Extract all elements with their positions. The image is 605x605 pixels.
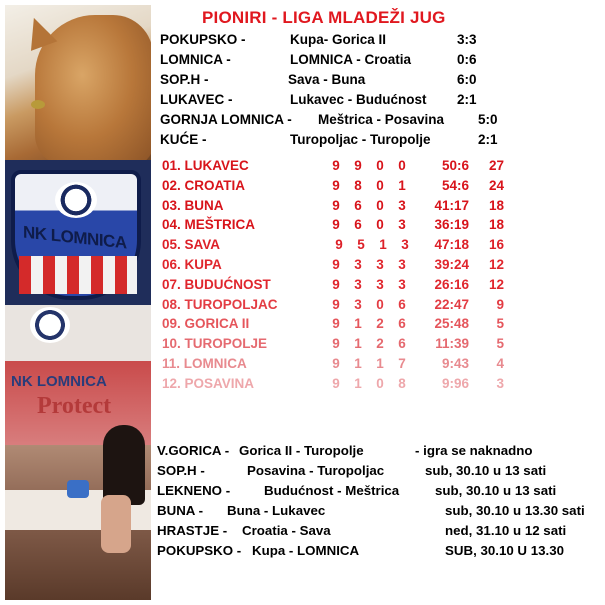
result-match: LOMNICA - Croatia [290,52,411,67]
losses: 8 [398,375,406,391]
team-name: 11. LOMNICA [162,355,247,371]
points: 18 [488,217,504,233]
points: 12 [488,256,504,272]
played: 9 [332,316,340,332]
wall-logo [5,305,151,445]
schedule-match: Posavina - Turopoljac [247,463,385,478]
draws: 0 [376,375,384,391]
team-name: 12. POSAVINA [162,375,255,391]
result-venue: KUĆE - [160,132,207,147]
wins: 6 [354,217,362,233]
draws: 1 [379,237,387,253]
draws: 0 [376,197,384,213]
losses: 6 [398,316,406,332]
losses: 7 [398,355,406,371]
goal-difference: 39:24 [434,256,469,272]
points: 5 [496,316,504,332]
losses: 3 [398,276,406,292]
team-name: 05. SAVA [162,237,221,253]
points: 24 [488,177,504,193]
schedule-venue: SOP.H - [157,463,205,478]
draws: 3 [376,276,384,292]
played: 9 [332,256,340,272]
team-name: 08. TUROPOLJAC [162,296,278,312]
schedule-venue: LEKNENO - [157,483,231,498]
wins: 1 [354,355,362,371]
draws: 2 [376,336,384,352]
standings-row [162,356,507,376]
standings-row [162,316,507,336]
result-venue: POKUPSKO - [160,32,246,47]
played: 9 [332,276,340,292]
goal-difference: 22:47 [434,296,469,312]
played: 9 [335,237,343,253]
standings-row [162,198,507,218]
draws: 1 [376,355,384,371]
wins: 3 [354,296,362,312]
points: 4 [496,355,504,371]
played: 9 [332,177,340,193]
result-match: Meštrica - Posavina [318,112,445,127]
result-match: Sava - Buna [288,72,366,87]
points: 18 [488,197,504,213]
cat-photo [5,5,151,160]
protect-watermark: Protect [37,393,112,419]
draws: 2 [376,316,384,332]
schedule-time: - igra se naknadno [415,443,533,458]
wins: 1 [354,375,362,391]
standings-row [162,376,507,396]
goal-difference: 9:96 [441,375,469,391]
schedule-match: Kupa - LOMNICA [252,543,360,558]
played: 9 [332,197,340,213]
schedule-match: Croatia - Sava [242,523,331,538]
played: 9 [332,217,340,233]
goal-difference: 36:19 [434,217,469,233]
girl-figure [103,425,145,505]
wins: 3 [354,276,362,292]
goal-difference: 9:43 [441,355,469,371]
points: 16 [488,237,504,253]
goal-difference: 54:6 [441,177,469,193]
standings-row [162,237,507,257]
schedule-match: Buna - Lukavec [227,503,326,518]
points: 27 [488,158,504,173]
draws: 0 [376,296,384,312]
standings-row [162,277,507,297]
team-name: 10. TUROPOLJE [162,336,268,352]
checkerboard-pattern [19,256,137,294]
cat-eye [31,100,45,109]
standings-row [162,297,507,317]
result-venue: LOMNICA - [160,52,231,67]
standings-row [162,178,507,198]
points: 12 [488,276,504,292]
result-match: Kupa- Gorica II [290,32,387,47]
draws: 0 [376,217,384,233]
goal-difference: 50:6 [441,158,469,173]
result-score: 2:1 [457,92,477,107]
schedule-venue: V.GORICA - [157,443,230,458]
schedule-time: SUB, 30.10 U 13.30 [445,543,565,558]
losses: 3 [398,256,406,272]
result-score: 0:6 [457,52,477,67]
schedule-match: Gorica II - Turopolje [239,443,364,458]
football-icon [30,307,70,343]
result-venue: GORNJA LOMNICA - [160,112,292,127]
played: 9 [332,336,340,352]
losses: 6 [398,296,406,312]
girl-legs [101,495,131,553]
goal-difference: 11:39 [435,336,469,352]
team-name: 09. GORICA II [162,316,250,332]
result-venue: SOP.H - [160,72,209,87]
goal-difference: 25:48 [434,316,469,332]
played: 9 [332,375,340,391]
wins: 9 [354,158,362,173]
wins: 1 [354,316,362,332]
wall-logo-label: NK LOMNICA [11,373,107,390]
losses: 0 [398,158,406,173]
team-name: 03. BUNA [162,197,224,213]
played: 9 [332,296,340,312]
wins: 5 [357,237,365,253]
points: 3 [496,375,504,391]
club-badge-photo [5,160,151,305]
result-match: Lukavec - Budućnost [290,92,427,107]
standings-table [162,158,507,396]
losses: 3 [398,217,406,233]
losses: 6 [398,336,406,352]
standings-row [162,336,507,356]
result-match: Turopoljac - Turopolje [290,132,431,147]
goal-difference: 41:17 [434,197,469,213]
schedule-time: sub, 30.10 u 13 sati [435,483,557,498]
draws: 0 [376,158,384,173]
schedule-venue: HRASTJE - [157,523,228,538]
played: 9 [332,158,340,173]
photo-collage [5,5,151,600]
bag [67,480,89,498]
goal-difference: 47:18 [434,237,469,253]
losses: 3 [398,197,406,213]
losses: 3 [401,237,409,253]
points: 9 [496,296,504,312]
team-name: 07. BUDUĆNOST [162,276,271,292]
played: 9 [332,355,340,371]
team-name: 04. MEŠTRICA [162,217,256,233]
football-icon [55,182,97,218]
schedule-venue: POKUPSKO - [157,543,242,558]
result-venue: LUKAVEC - [160,92,233,107]
draws: 3 [376,256,384,272]
schedule-time: sub, 30.10 u 13 sati [425,463,547,478]
girl-photo [5,305,151,600]
crest-label: NK LOMNICA [23,222,127,253]
points: 5 [496,336,504,352]
team-name: 06. KUPA [162,256,222,272]
page-title: PIONIRI - LIGA MLADEŽI JUG [202,8,446,27]
losses: 1 [398,177,406,193]
result-score: 2:1 [478,132,498,147]
schedule-match: Budućnost - Meštrica [264,483,400,498]
schedule-time: ned, 31.10 u 12 sati [445,523,567,538]
team-name: 01. LUKAVEC [162,158,249,173]
standings-row [162,158,507,178]
result-score: 6:0 [457,72,477,87]
result-score: 3:3 [457,32,477,47]
wins: 6 [354,197,362,213]
wins: 1 [354,336,362,352]
wins: 3 [354,256,362,272]
club-crest [11,170,141,300]
draws: 0 [376,177,384,193]
result-score: 5:0 [478,112,498,127]
schedule-time: sub, 30.10 u 13.30 sati [445,503,585,518]
goal-difference: 26:16 [434,276,469,292]
standings-row [162,217,507,237]
team-name: 02. CROATIA [162,177,246,193]
standings-row [162,257,507,277]
schedule-venue: BUNA - [157,503,204,518]
wins: 8 [354,177,362,193]
